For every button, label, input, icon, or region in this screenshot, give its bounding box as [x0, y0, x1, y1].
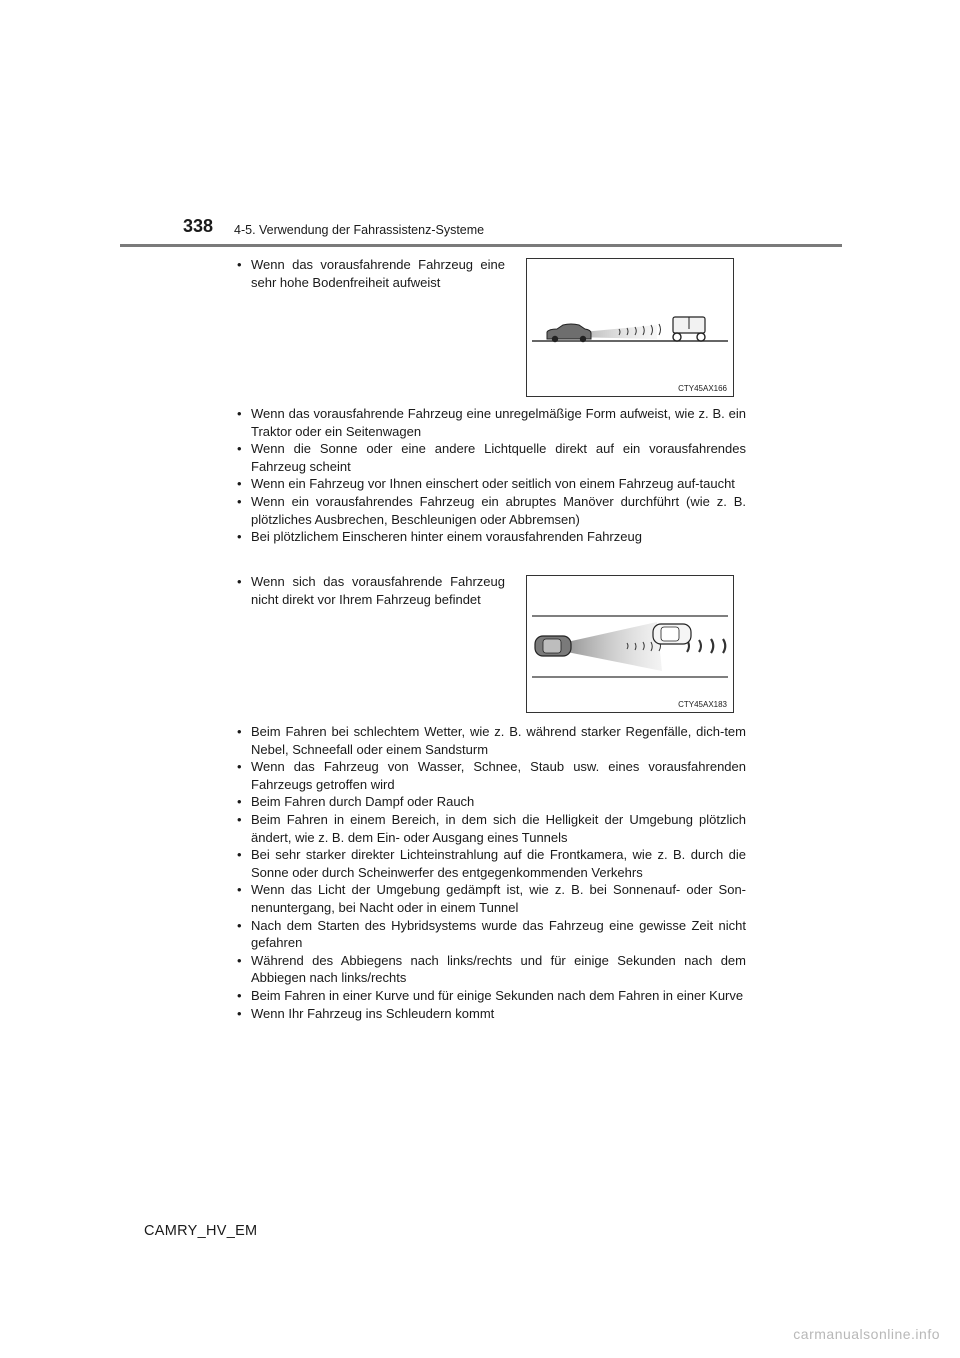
list-item: • Wenn das vorausfahrende Fahrzeug eine unregelmäßige Form aufweist, wie z. B. ein Traktor oder ein Seitenwagen: [237, 405, 746, 440]
list-item: • Wenn das Licht der Umgebung gedämpft ist, wie z. B. bei Sonnenauf- oder Son-nenuntergang, bei Nacht oder in einem Tunnel: [237, 881, 746, 916]
bullet-list-offset-vehicle: [237, 573, 505, 608]
list-item: • Bei plötzlichem Einscheren hinter einem vorausfahrenden Fahrzeug: [237, 528, 746, 546]
illustration-high-ground-clearance: [526, 258, 734, 397]
illustration-offset-vehicle: [526, 575, 734, 713]
illustration-svg: [527, 576, 733, 712]
section-title: 4-5. Verwendung der Fahrassistenz-Systeme: [234, 223, 485, 237]
list-item: • Nach dem Starten des Hybridsystems wurde das Fahrzeug eine gewisse Zeit nicht gefahren: [237, 917, 746, 952]
list-item: • Beim Fahren in einem Bereich, in dem sich die Helligkeit der Umgebung plötzlich ändert, wie z. B. dem Ein- oder Ausgang eines Tunnels: [237, 811, 746, 846]
page-number: 338: [183, 216, 214, 236]
list-item: • Beim Fahren durch Dampf oder Rauch: [237, 793, 746, 811]
list-item: • Wenn das vorausfahrende Fahrzeug eine sehr hohe Bodenfreiheit aufweist: [237, 256, 505, 291]
bullet-list-conditions-1: [237, 405, 746, 546]
model-code: CAMRY_HV_EM: [144, 1223, 258, 1239]
list-item: • Wenn sich das vorausfahrende Fahrzeug nicht direkt vor Ihrem Fahrzeug befindet: [237, 573, 505, 608]
own-car-icon: [535, 636, 571, 656]
high-clearance-vehicle-icon: [673, 317, 705, 341]
list-item: • Wenn die Sonne oder eine andere Lichtquelle direkt auf ein vorausfahrendes Fahrzeug scheint: [237, 440, 746, 475]
list-item: • Während des Abbiegens nach links/rechts und für einige Sekunden nach dem Abbiegen nach links/rechts: [237, 952, 746, 987]
list-item: • Beim Fahren in einer Kurve und für einige Sekunden nach dem Fahren in einer Kurve: [237, 987, 746, 1005]
list-item: • Wenn ein vorausfahrendes Fahrzeug ein abruptes Manöver durchführt (wie z. B. plötzliches Ausbrechen, Beschleunigen oder Abbremsen): [237, 493, 746, 528]
watermark: carmanualsonline.info: [793, 1326, 940, 1342]
header-divider: [120, 244, 842, 247]
list-item: • Wenn das Fahrzeug von Wasser, Schnee, Staub usw. eines vorausfahrenden Fahrzeugs getroffen wird: [237, 758, 746, 793]
illustration-svg: [527, 259, 733, 396]
figure-code: CTY45AX183: [678, 700, 727, 709]
list-item: • Wenn ein Fahrzeug vor Ihnen einschert oder seitlich von einem Fahrzeug auf-taucht: [237, 475, 746, 493]
own-car-icon: [547, 324, 591, 342]
list-item: • Bei sehr starker direkter Lichteinstrahlung auf die Frontkamera, wie z. B. durch die Sonne oder durch Scheinwerfer des entgegenkommenden Verkehrs: [237, 846, 746, 881]
bullet-list-high-clearance: [237, 256, 505, 291]
list-item: • Beim Fahren bei schlechtem Wetter, wie z. B. während starker Regenfälle, dich-tem Nebel, Schneefall oder einem Sandsturm: [237, 723, 746, 758]
list-item: • Wenn Ihr Fahrzeug ins Schleudern kommt: [237, 1005, 746, 1023]
sensor-beam: [567, 622, 662, 671]
preceding-vehicle-icon: [653, 624, 691, 644]
bullet-list-conditions-2: [237, 723, 746, 1022]
figure-code: CTY45AX166: [678, 384, 727, 393]
